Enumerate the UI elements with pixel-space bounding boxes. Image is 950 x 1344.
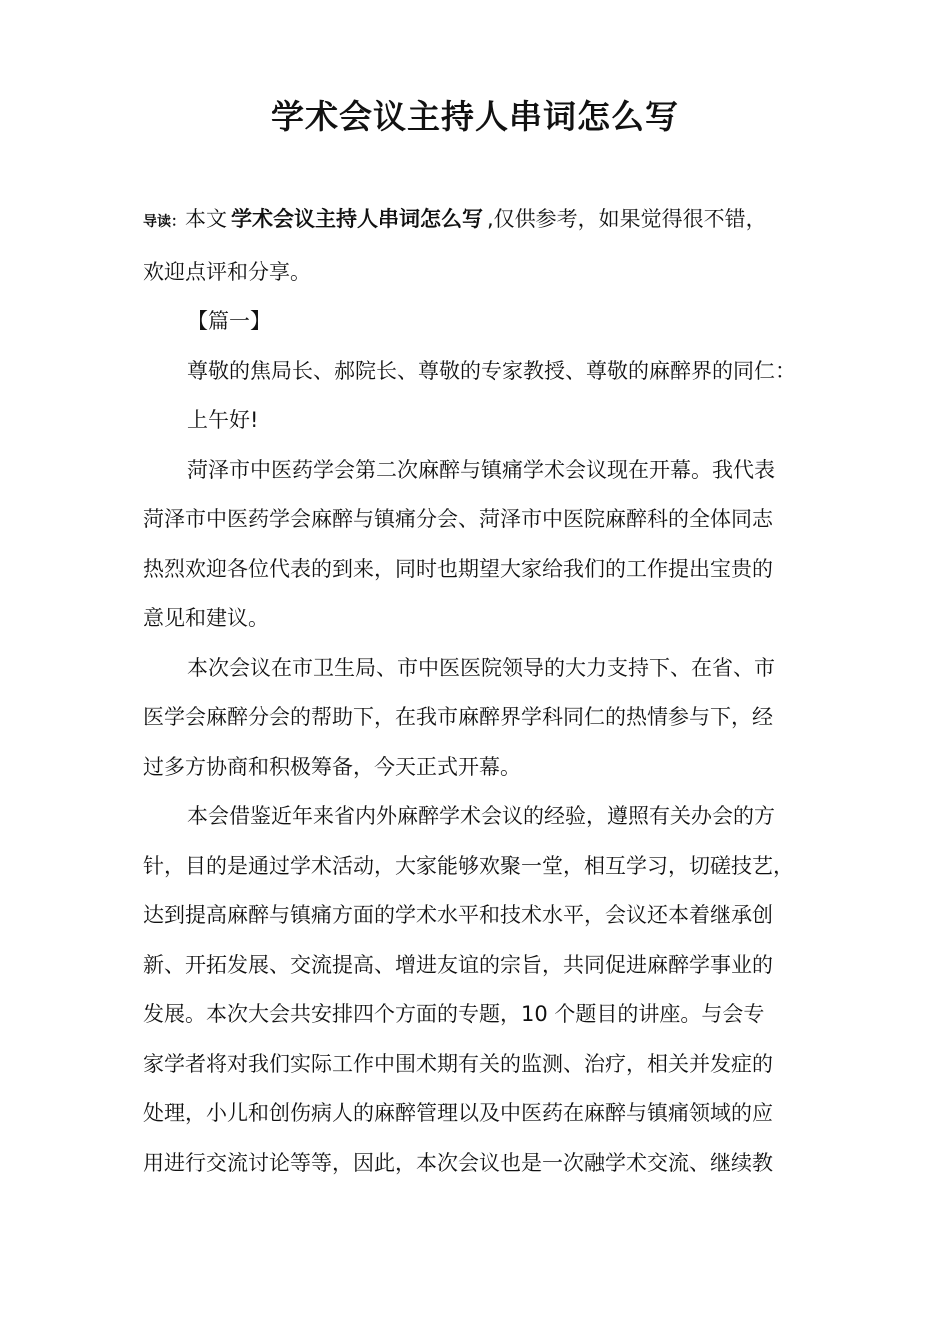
intro-line-2: 欢迎点评和分享。 bbox=[143, 259, 311, 284]
paragraph-1-line: 热烈欢迎各位代表的到来，同时也期望大家给我们的工作提出宝贵的 bbox=[143, 556, 773, 581]
intro-post: ,仅供参考，如果觉得很不错， bbox=[487, 207, 767, 231]
paragraph-3-line: 发展。本次大会共安排四个方面的专题，10 个题目的讲座。与会专 bbox=[143, 1002, 765, 1026]
intro-pre: 本文 bbox=[185, 207, 227, 231]
paragraph-3-line: 本会借鉴近年来省内外麻醉学术会议的经验，遵照有关办会的方 bbox=[187, 804, 775, 828]
paragraph-3-line: 用进行交流讨论等等，因此，本次会议也是一次融学术交流、继续教 bbox=[143, 1150, 773, 1175]
section-heading: 【篇一】 bbox=[187, 309, 271, 333]
intro-line-1 bbox=[143, 195, 823, 248]
paragraph-3-line: 处理，小儿和创伤病人的麻醉管理以及中医药在麻醉与镇痛领域的应 bbox=[143, 1101, 773, 1125]
paragraph-1-line: 菏泽市中医药学会第二次麻醉与镇痛学术会议现在开幕。我代表 bbox=[187, 457, 775, 482]
hello-line: 上午好! bbox=[187, 408, 259, 432]
paragraph-2-line: 过多方协商和积极筹备，今天正式开幕。 bbox=[143, 754, 521, 779]
document-title: 学术会议主持人串词怎么写 bbox=[271, 97, 679, 136]
paragraph-3-line: 家学者将对我们实际工作中围术期有关的监测、治疗，相关并发症的 bbox=[143, 1051, 773, 1076]
paragraph-1-line: 菏泽市中医药学会麻醉与镇痛分会、菏泽市中医院麻醉科的全体同志 bbox=[143, 507, 773, 531]
paragraph-3-line: 达到提高麻醉与镇痛方面的学术水平和技术水平，会议还本着继承创 bbox=[143, 903, 773, 927]
paragraph-3-line: 针，目的是通过学术活动，大家能够欢聚一堂，相互学习，切磋技艺， bbox=[143, 853, 794, 878]
paragraph-3-line: 新、开拓发展、交流提高、增进友谊的宗旨，共同促进麻醉学事业的 bbox=[143, 952, 773, 977]
document-body bbox=[143, 195, 823, 1188]
paragraph-2-line: 医学会麻醉分会的帮助下，在我市麻醉界学科同仁的热情参与下，经 bbox=[143, 705, 773, 729]
paragraph-1-line: 意见和建议。 bbox=[143, 606, 269, 630]
paragraph-2-line: 本次会议在市卫生局、市中医医院领导的大力支持下、在省、市 bbox=[187, 655, 775, 680]
intro-bold-title: 学术会议主持人串词怎么写 bbox=[231, 207, 483, 231]
greeting-line: 尊敬的焦局长、郝院长、尊敬的专家教授、尊敬的麻醉界的同仁： bbox=[187, 358, 796, 383]
intro-label: 导读： bbox=[143, 214, 185, 230]
